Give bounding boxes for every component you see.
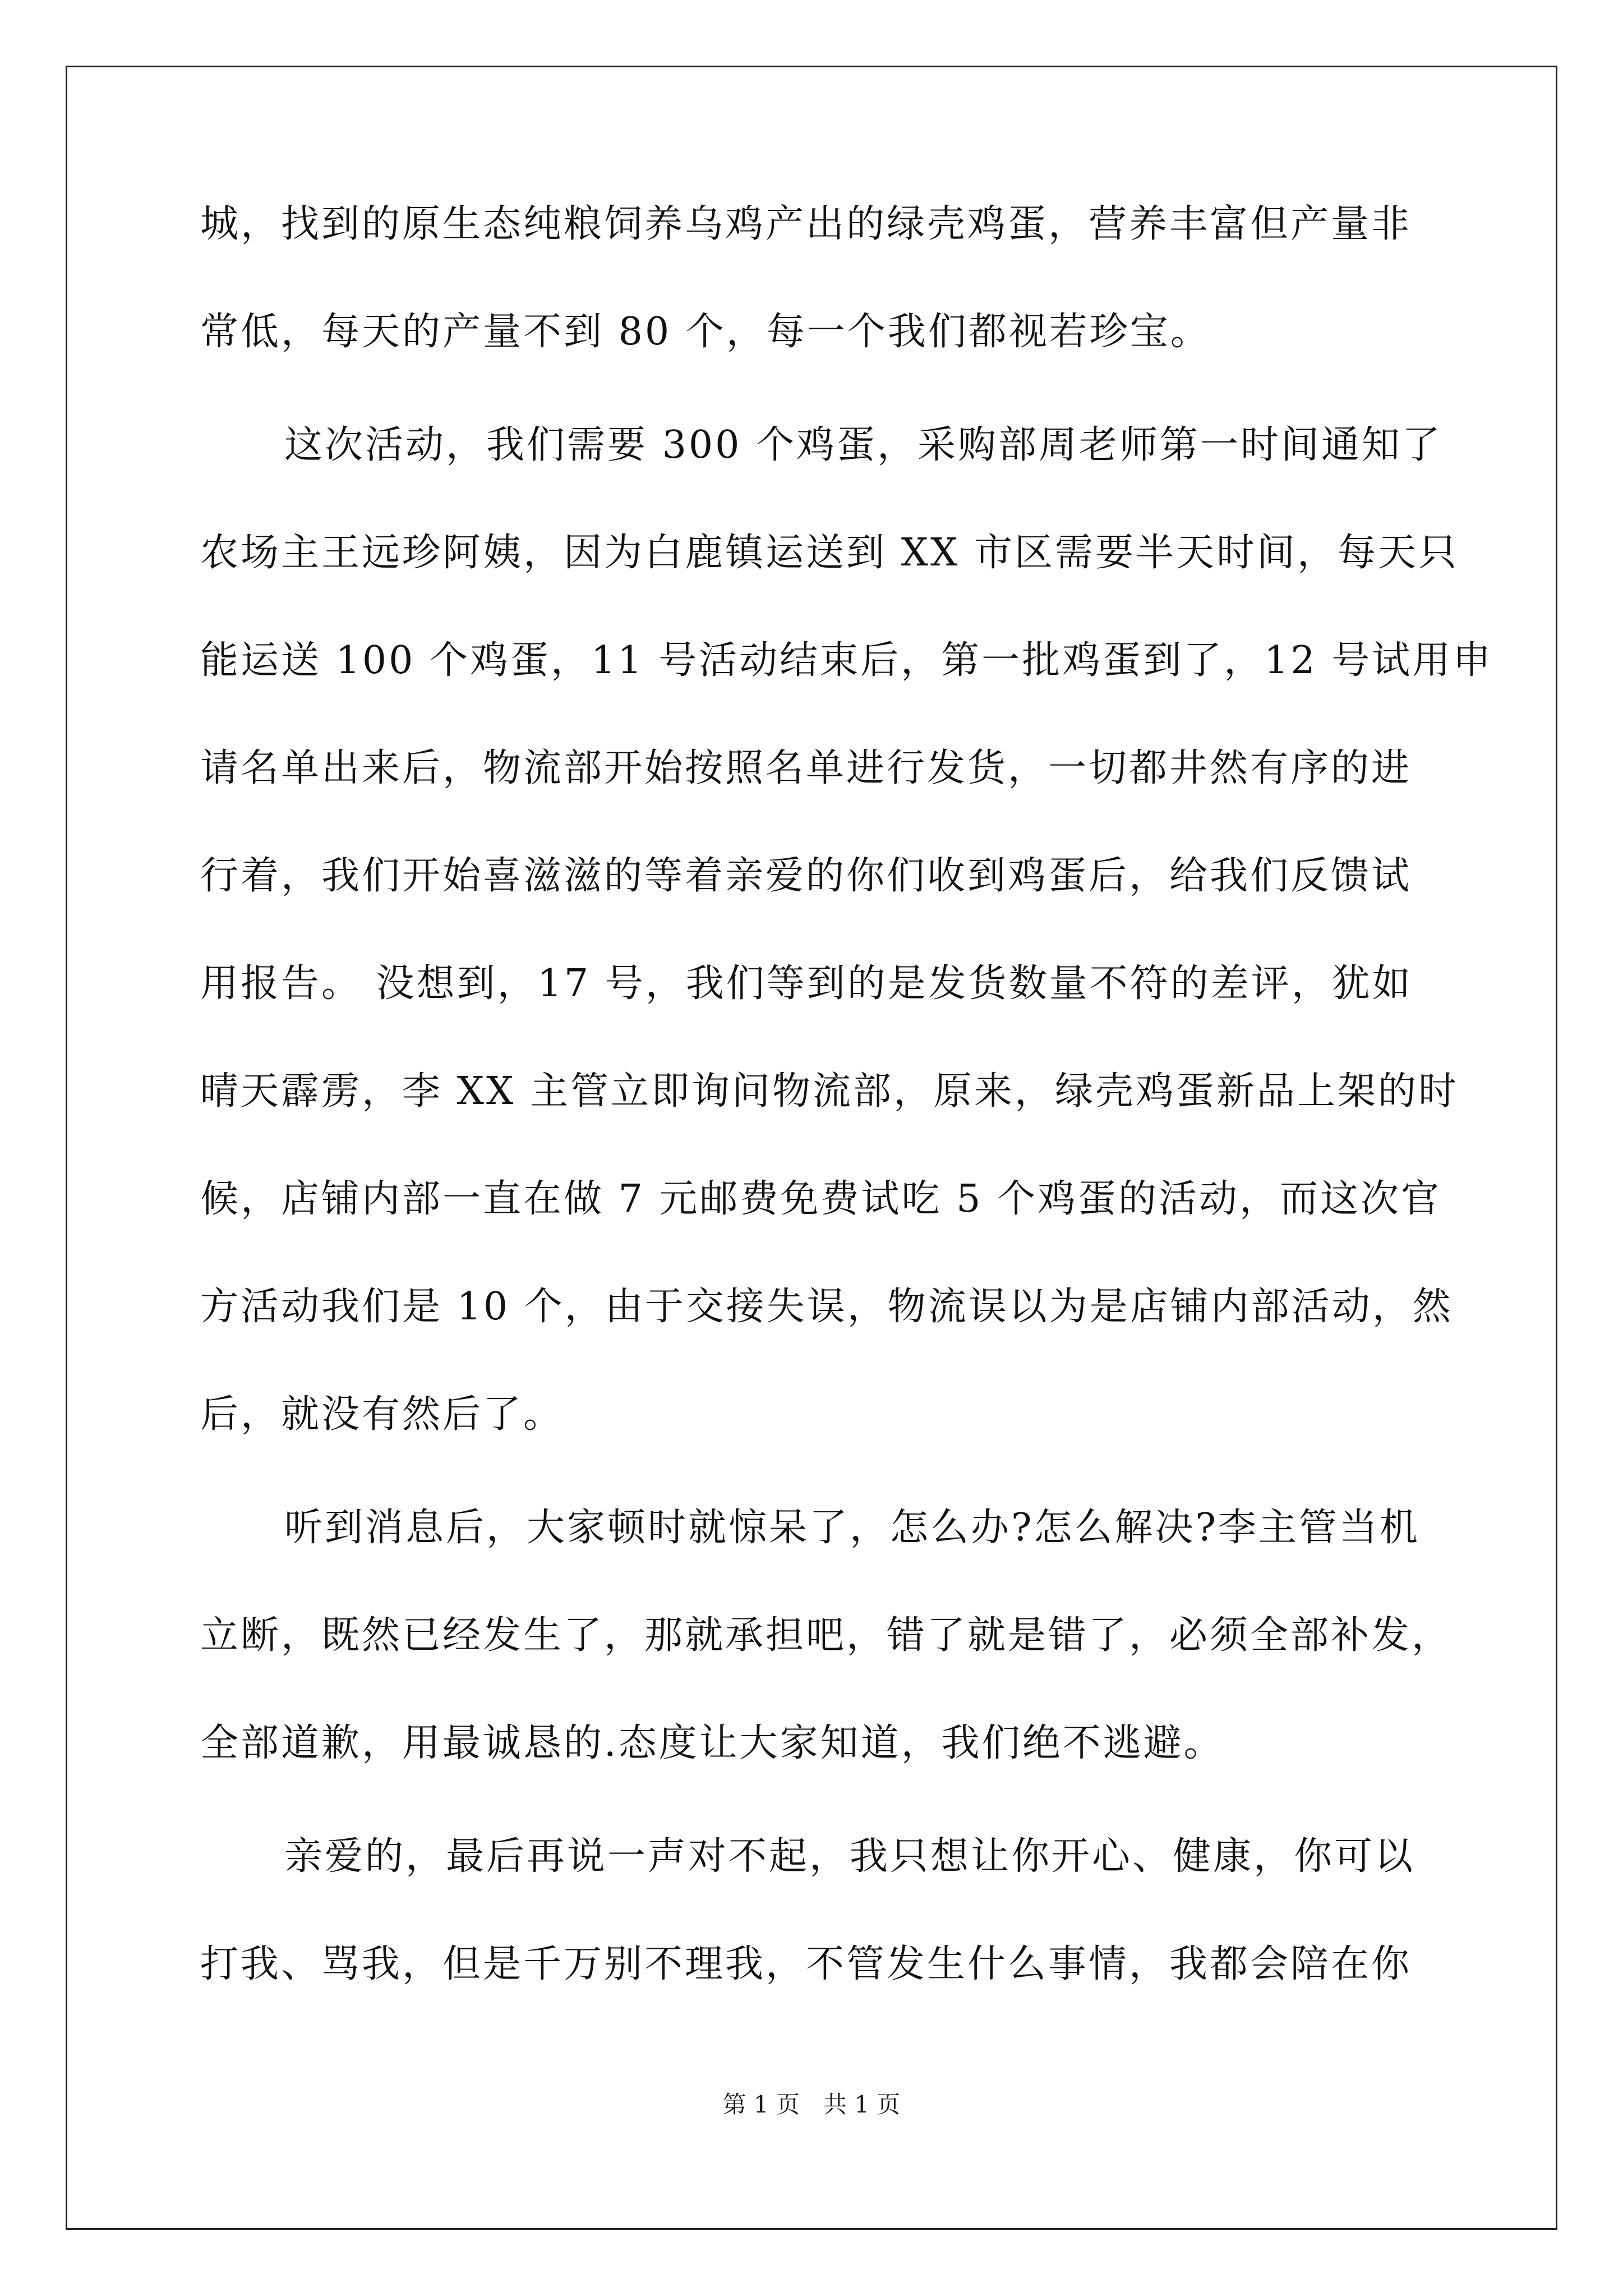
text-line: 全部道歉，用最诚恳的.态度让大家知道，我们绝不逃避。: [200, 1721, 1224, 1765]
page-border: [66, 66, 1557, 2230]
paragraph-start-line: 听到消息后，大家顿时就惊呆了，怎么办?怎么解决?李主管当机: [284, 1506, 1420, 1550]
text-line: 用报告。 没想到，17 号，我们等到的是发货数量不符的差评，犹如: [200, 961, 1413, 1006]
text-line: 请名单出来后，物流部开始按照名单进行发货，一切都井然有序的进: [200, 746, 1412, 790]
text-line: 农场主王远珍阿姨，因为白鹿镇运送到 XX 市区需要半天时间，每天只: [200, 531, 1459, 575]
text-line: 常低，每天的产量不到 80 个，每一个我们都视若珍宝。: [200, 310, 1211, 354]
paragraph-start-line: 这次活动，我们需要 300 个鸡蛋，采购部周老师第一时间通知了: [284, 423, 1443, 467]
text-line: 城，找到的原生态纯粮饲养乌鸡产出的绿壳鸡蛋，营养丰富但产量非: [200, 202, 1412, 246]
text-line: 后，就没有然后了。: [200, 1392, 564, 1437]
text-line: 行着，我们开始喜滋滋的等着亲爱的你们收到鸡蛋后，给我们反馈试: [200, 854, 1412, 898]
text-line: 能运送 100 个鸡蛋，11 号活动结束后，第一批鸡蛋到了，12 号试用申: [200, 638, 1493, 683]
text-line: 方活动我们是 10 个，由于交接失误，物流误以为是店铺内部活动，然: [200, 1285, 1453, 1329]
text-line: 晴天霹雳，李 XX 主管立即询问物流部，原来，绿壳鸡蛋新品上架的时: [200, 1069, 1459, 1114]
page-footer: 第 1 页 共 1 页: [722, 2091, 901, 2118]
text-line: 打我、骂我，但是千万别不理我，不管发生什么事情，我都会陪在你: [200, 1942, 1412, 1986]
text-line: 候，店铺内部一直在做 7 元邮费免费试吃 5 个鸡蛋的活动，而这次官: [200, 1177, 1441, 1221]
paragraph-start-line: 亲爱的，最后再说一声对不起，我只想让你开心、健康，你可以: [284, 1834, 1415, 1879]
text-line: 立断，既然已经发生了，那就承担吧，错了就是错了，必须全部补发，: [200, 1613, 1453, 1658]
